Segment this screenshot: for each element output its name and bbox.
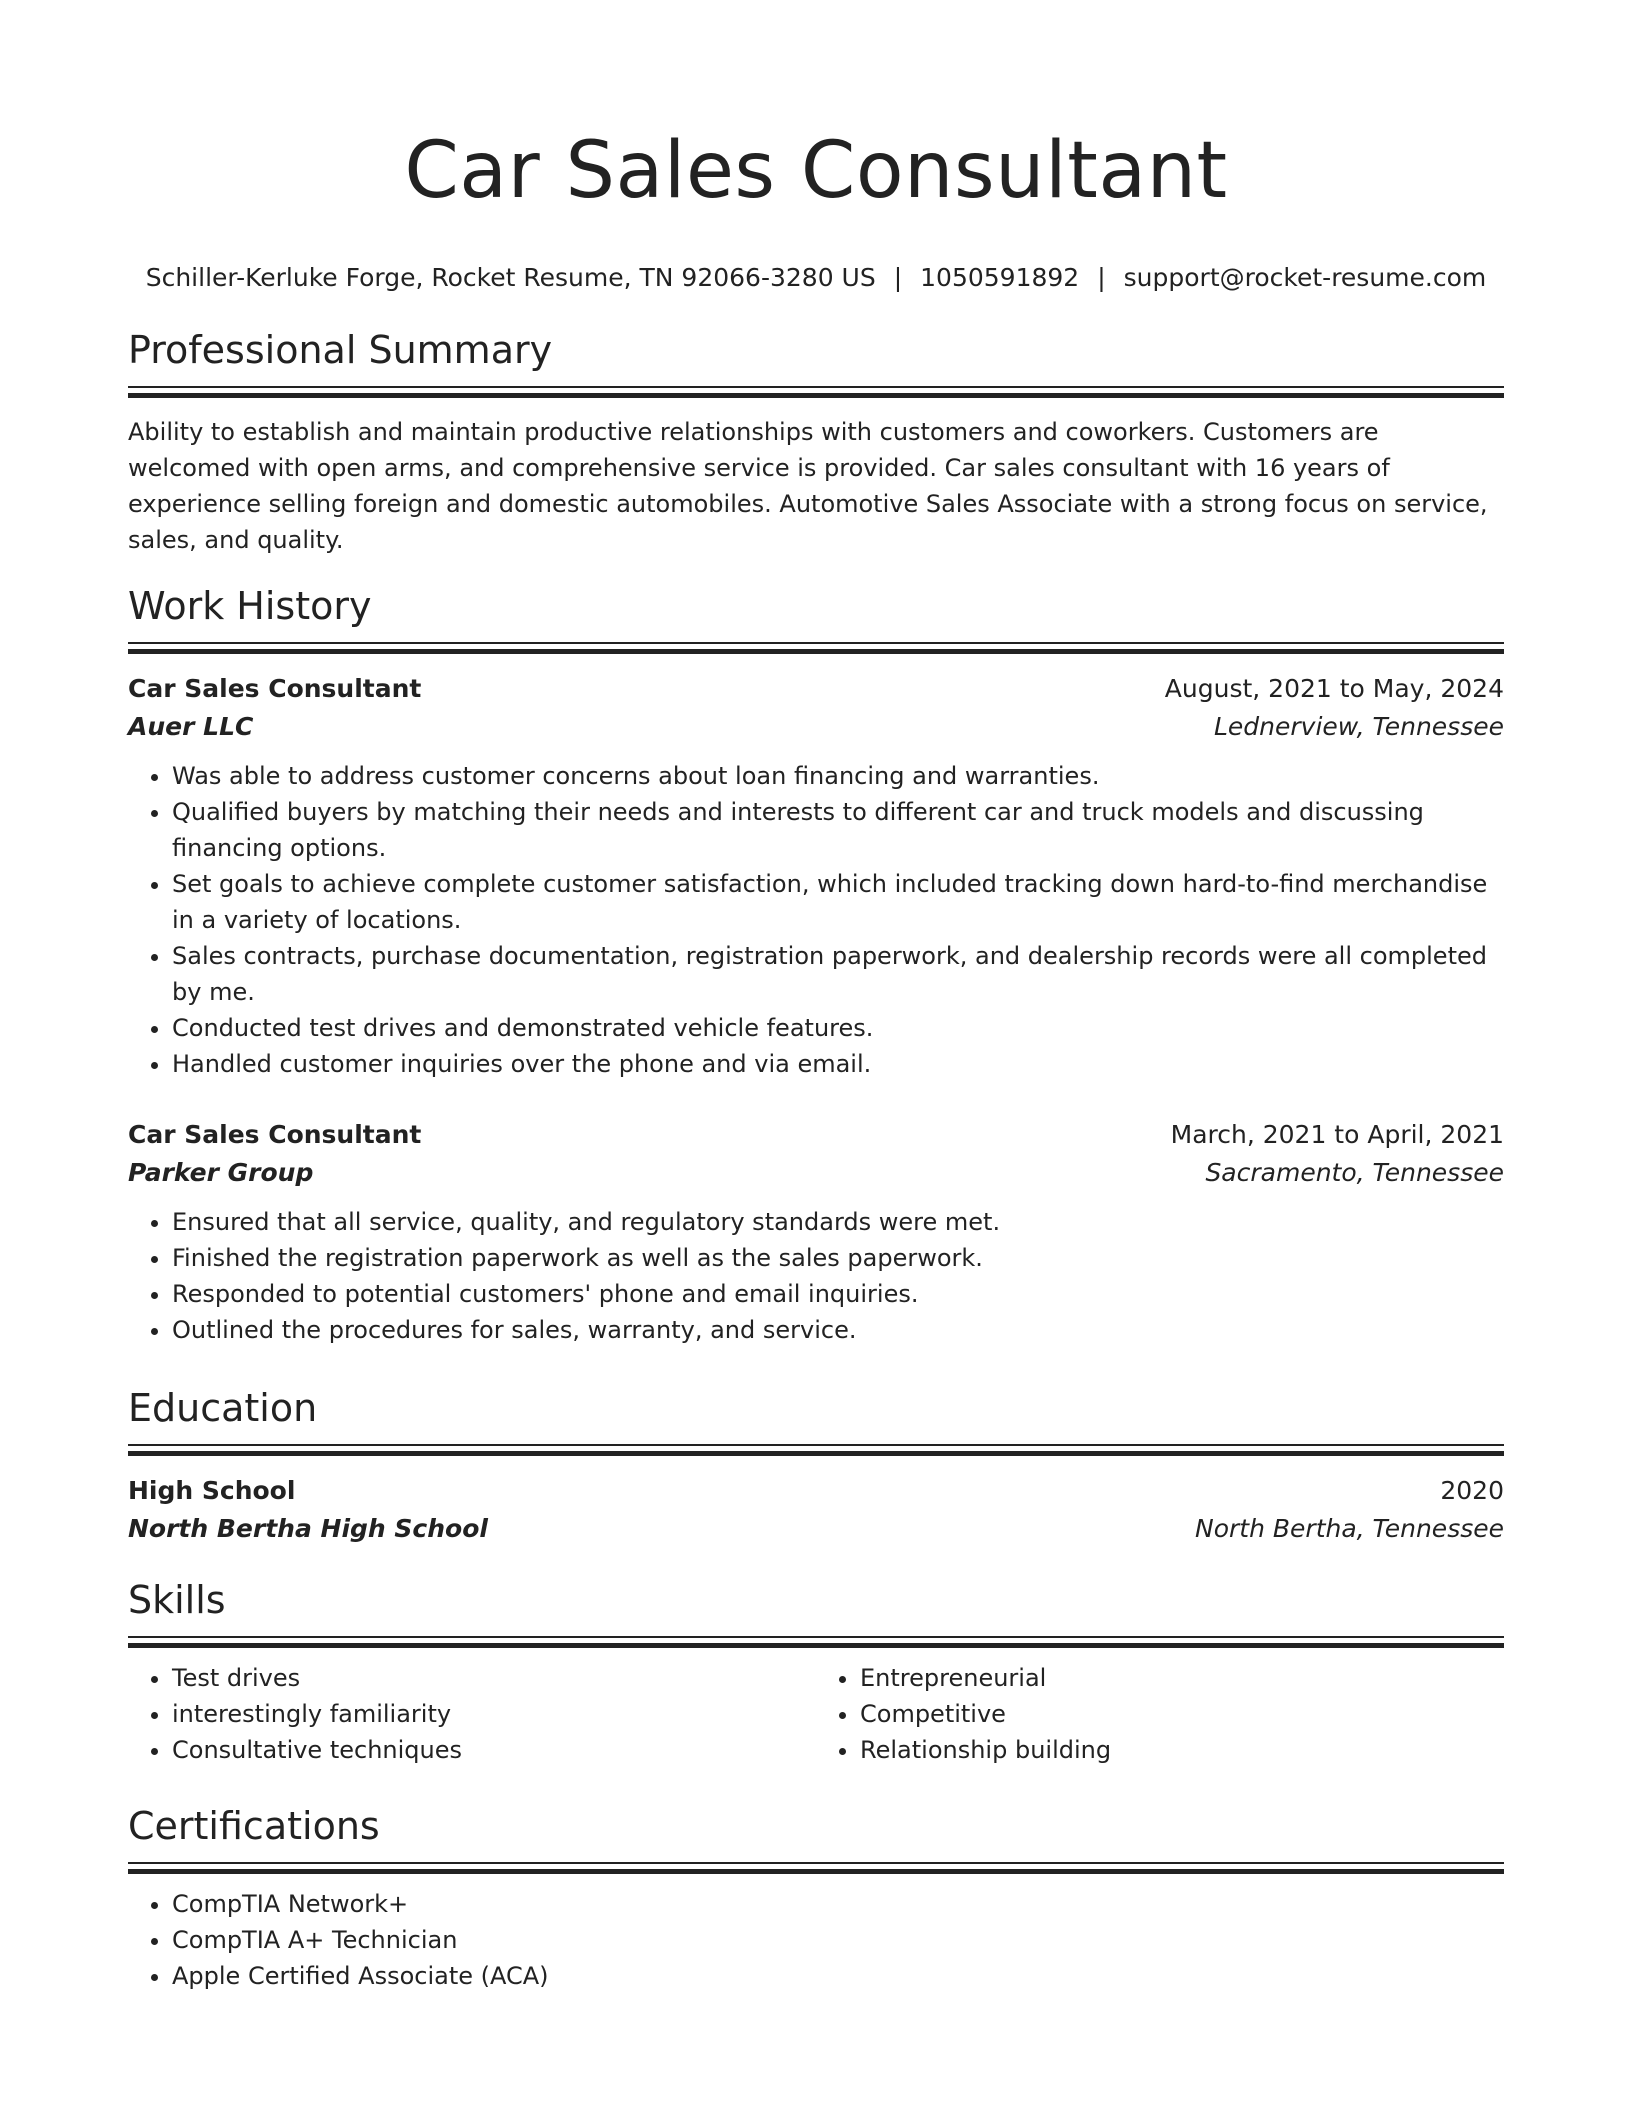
list-item: • CompTIA A+ Technician — [172, 1922, 1504, 1958]
job-location: Sacramento, Tennessee — [1205, 1158, 1504, 1187]
job-dates: August, 2021 to May, 2024 — [1164, 674, 1504, 703]
summary-section — [128, 326, 1504, 558]
skills-grid — [128, 1660, 1504, 1768]
section-divider — [128, 1444, 1504, 1456]
certifications-section — [128, 1802, 1504, 1994]
section-divider — [128, 386, 1504, 398]
section-divider — [128, 642, 1504, 654]
skills-heading: Skills — [128, 1578, 226, 1622]
education-entry — [128, 1472, 1504, 1548]
job-entry — [128, 670, 1504, 1082]
list-item: • Set goals to achieve complete customer satisfaction, which included tracking down hard-to-find merchandise in a variety of locations. — [172, 866, 1504, 938]
list-item: • Responded to potential customers' phone and email inquiries. — [172, 1276, 1504, 1312]
section-divider — [128, 1862, 1504, 1874]
job-title: Car Sales Consultant — [128, 674, 422, 703]
list-item: • Consultative techniques — [172, 1732, 816, 1768]
job-dates: March, 2021 to April, 2021 — [1170, 1120, 1504, 1149]
job-entry — [128, 1116, 1504, 1348]
work-history-heading: Work History — [128, 584, 372, 628]
list-item: • Ensured that all service, quality, and regulatory standards were met. — [172, 1204, 1504, 1240]
job-location: Lednerview, Tennessee — [1214, 712, 1504, 741]
job-company: Parker Group — [128, 1158, 314, 1187]
skills-column-left — [128, 1660, 816, 1768]
skills-column-right — [816, 1660, 1504, 1768]
job-title: Car Sales Consultant — [128, 1120, 422, 1149]
list-item: • Competitive — [860, 1696, 1504, 1732]
resume-name: Car Sales Consultant — [404, 126, 1228, 216]
certifications-heading: Certifications — [128, 1804, 380, 1848]
list-item: • interestingly familiarity — [172, 1696, 816, 1732]
education-school: North Bertha High School — [128, 1514, 488, 1543]
contact-separator: | — [893, 263, 903, 292]
work-history-section — [128, 582, 1504, 1348]
job-bullets — [128, 758, 1504, 1082]
certifications-list — [128, 1886, 1504, 1994]
section-divider — [128, 1636, 1504, 1648]
list-item: • Entrepreneurial — [860, 1660, 1504, 1696]
list-item: • Qualified buyers by matching their needs and interests to different car and truck models and discussing financing options. — [172, 794, 1504, 866]
education-degree: High School — [128, 1476, 296, 1505]
job-company: Auer LLC — [128, 712, 254, 741]
list-item: • Sales contracts, purchase documentation, registration paperwork, and dealership records were all completed by me. — [172, 938, 1504, 1010]
education-location: North Bertha, Tennessee — [1195, 1514, 1504, 1543]
list-item: • Relationship building — [860, 1732, 1504, 1768]
skills-section — [128, 1576, 1504, 1768]
education-year: 2020 — [1440, 1476, 1504, 1505]
summary-heading: Professional Summary — [128, 328, 553, 372]
list-item: • CompTIA Network+ — [172, 1886, 1504, 1922]
contact-email: support@rocket-resume.com — [1123, 263, 1487, 292]
contact-phone: 1050591892 — [920, 263, 1080, 292]
list-item: • Outlined the procedures for sales, warranty, and service. — [172, 1312, 1504, 1348]
job-bullets — [128, 1204, 1504, 1348]
list-item: • Test drives — [172, 1660, 816, 1696]
contact-address: Schiller-Kerluke Forge, Rocket Resume, TN 92066-3280 US — [145, 263, 876, 292]
contact-separator: | — [1097, 263, 1106, 292]
summary-text: Ability to establish and maintain productive relationships with customers and coworkers. Customers are welcomed with open arms, and comprehensive service is provided. Car sales consultant with 16 years of experience selling foreign and domestic automobiles. Automotive Sales Associate with a strong focus on service, sales, and quality. — [128, 418, 1488, 554]
contact-line — [128, 262, 1504, 294]
list-item: • Handled customer inquiries over the phone and via email. — [172, 1046, 1504, 1082]
list-item: • Finished the registration paperwork as well as the sales paperwork. — [172, 1240, 1504, 1276]
list-item: • Apple Certified Associate (ACA) — [172, 1958, 1504, 1994]
list-item: • Conducted test drives and demonstrated vehicle features. — [172, 1010, 1504, 1046]
education-section — [128, 1384, 1504, 1548]
list-item: • Was able to address customer concerns about loan financing and warranties. — [172, 758, 1504, 794]
education-heading: Education — [128, 1386, 318, 1430]
